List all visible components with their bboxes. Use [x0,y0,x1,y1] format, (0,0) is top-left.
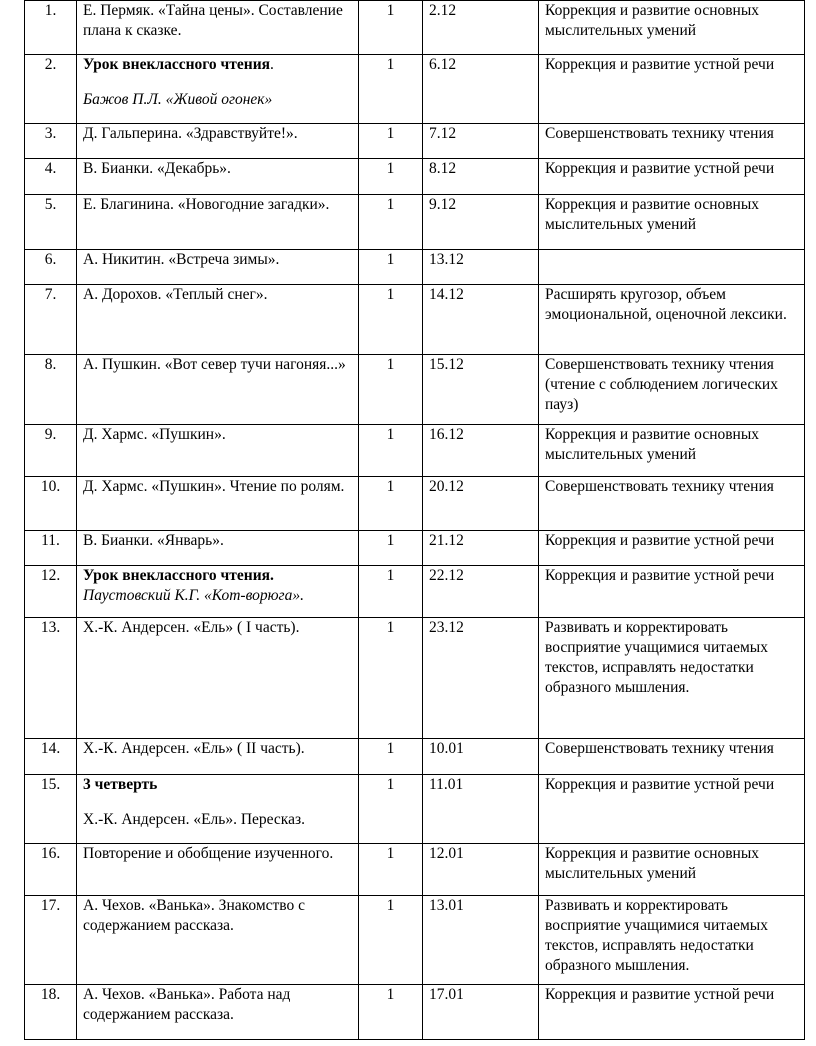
lesson-date: 6.12 [423,55,539,124]
table-row [25,739,805,775]
correction-goal: Совершенствовать технику чтения [539,124,805,159]
lesson-topic: Е. Пермяк. «Тайна цены». Составление плана к сказке. [77,1,359,55]
lesson-date: 22.12 [423,566,539,618]
table-row [25,844,805,896]
hours-count: 1 [359,844,423,896]
hours-count: 1 [359,896,423,985]
hours-count: 1 [359,985,423,1040]
table-row [25,124,805,159]
hours-count: 1 [359,531,423,566]
table-row [25,896,805,985]
row-number: 2. [25,55,77,124]
lesson-date: 13.12 [423,250,539,285]
lesson-date: 23.12 [423,618,539,739]
table-row [25,195,805,250]
row-number: 4. [25,159,77,195]
hours-count: 1 [359,250,423,285]
hours-count: 1 [359,285,423,355]
term-heading: 3 четверть [83,776,158,793]
lesson-topic [77,775,359,844]
table-row [25,985,805,1040]
row-number: 10. [25,477,77,531]
lesson-date: 10.01 [423,739,539,775]
lesson-topic: А. Пушкин. «Вот север тучи нагоняя...» [77,355,359,425]
correction-goal: Коррекция и развитие основных мыслительных умений [539,1,805,55]
lesson-date: 8.12 [423,159,539,195]
row-number: 15. [25,775,77,844]
table-row [25,425,805,477]
lesson-topic: Х.-К. Андерсен. «Ель» ( I часть). [77,618,359,739]
row-number: 1. [25,1,77,55]
lesson-date: 12.01 [423,844,539,896]
lesson-topic: В. Бианки. «Январь». [77,531,359,566]
correction-goal: Коррекция и развитие устной речи [539,566,805,618]
correction-goal: Коррекция и развитие устной речи [539,531,805,566]
correction-goal: Коррекция и развитие основных мыслительных умений [539,195,805,250]
table-row [25,285,805,355]
hours-count: 1 [359,775,423,844]
hours-count: 1 [359,618,423,739]
correction-goal: Развивать и корректировать восприятие учащимися читаемых текстов, исправлять недостатки образного мышления. [539,618,805,739]
lesson-plan-table [24,0,805,1040]
table-row [25,775,805,844]
lesson-topic-heading-tail: . [270,56,274,73]
lesson-date: 20.12 [423,477,539,531]
lesson-topic [77,566,359,618]
lesson-topic: А. Чехов. «Ванька». Знакомство с содержанием рассказа. [77,896,359,985]
lesson-topic: Повторение и обобщение изученного. [77,844,359,896]
row-number: 9. [25,425,77,477]
row-number: 13. [25,618,77,739]
row-number: 16. [25,844,77,896]
correction-goal: Коррекция и развитие основных мыслительных умений [539,425,805,477]
correction-goal: Расширять кругозор, объем эмоциональной, оценочной лексики. [539,285,805,355]
correction-goal [539,250,805,285]
table-row [25,250,805,285]
table-row [25,618,805,739]
lesson-topic: Д. Гальперина. «Здравствуйте!». [77,124,359,159]
row-number: 3. [25,124,77,159]
correction-goal: Коррекция и развитие устной речи [539,55,805,124]
row-number: 12. [25,566,77,618]
hours-count: 1 [359,566,423,618]
correction-goal: Коррекция и развитие устной речи [539,985,805,1040]
hours-count: 1 [359,55,423,124]
lesson-topic-title: Х.-К. Андерсен. «Ель». Пересказ. [83,811,305,828]
row-number: 17. [25,896,77,985]
correction-goal: Совершенствовать технику чтения (чтение с соблюдением логических пауз) [539,355,805,425]
lesson-topic: Д. Хармс. «Пушкин». [77,425,359,477]
hours-count: 1 [359,195,423,250]
lesson-date: 7.12 [423,124,539,159]
lesson-topic-title: Бажов П.Л. «Живой огонек» [83,91,273,108]
correction-goal: Развивать и корректировать восприятие учащимися читаемых текстов, исправлять недостатки образного мышления. [539,896,805,985]
lesson-topic-title: Паустовский К.Г. «Кот-ворюга». [83,587,304,604]
row-number: 18. [25,985,77,1040]
correction-goal: Коррекция и развитие устной речи [539,775,805,844]
lesson-date: 13.01 [423,896,539,985]
lesson-topic: Е. Благинина. «Новогодние загадки». [77,195,359,250]
lesson-topic: Д. Хармс. «Пушкин». Чтение по ролям. [77,477,359,531]
lesson-date: 16.12 [423,425,539,477]
lesson-topic-heading: Урок внеклассного чтения. [83,567,274,584]
hours-count: 1 [359,477,423,531]
lesson-topic: А. Дорохов. «Теплый снег». [77,285,359,355]
lesson-date: 11.01 [423,775,539,844]
row-number: 6. [25,250,77,285]
row-number: 5. [25,195,77,250]
lesson-date: 15.12 [423,355,539,425]
table-row [25,355,805,425]
table-row [25,1,805,55]
lesson-topic: Х.-К. Андерсен. «Ель» ( II часть). [77,739,359,775]
row-number: 8. [25,355,77,425]
hours-count: 1 [359,355,423,425]
correction-goal: Коррекция и развитие основных мыслительных умений [539,844,805,896]
lesson-date: 9.12 [423,195,539,250]
correction-goal: Совершенствовать технику чтения [539,739,805,775]
table-row [25,566,805,618]
hours-count: 1 [359,159,423,195]
lesson-date: 2.12 [423,1,539,55]
hours-count: 1 [359,124,423,159]
lesson-date: 14.12 [423,285,539,355]
lesson-date: 17.01 [423,985,539,1040]
table-row [25,159,805,195]
table-row [25,55,805,124]
row-number: 14. [25,739,77,775]
hours-count: 1 [359,739,423,775]
lesson-topic-heading: Урок внеклассного чтения [83,56,271,73]
table-row [25,531,805,566]
row-number: 7. [25,285,77,355]
row-number: 11. [25,531,77,566]
lesson-date: 21.12 [423,531,539,566]
correction-goal: Коррекция и развитие устной речи [539,159,805,195]
hours-count: 1 [359,425,423,477]
lesson-topic: А. Чехов. «Ванька». Работа над содержанием рассказа. [77,985,359,1040]
lesson-topic: А. Никитин. «Встреча зимы». [77,250,359,285]
lesson-topic [77,55,359,124]
table-row [25,477,805,531]
hours-count: 1 [359,1,423,55]
correction-goal: Совершенствовать технику чтения [539,477,805,531]
lesson-topic: В. Бианки. «Декабрь». [77,159,359,195]
